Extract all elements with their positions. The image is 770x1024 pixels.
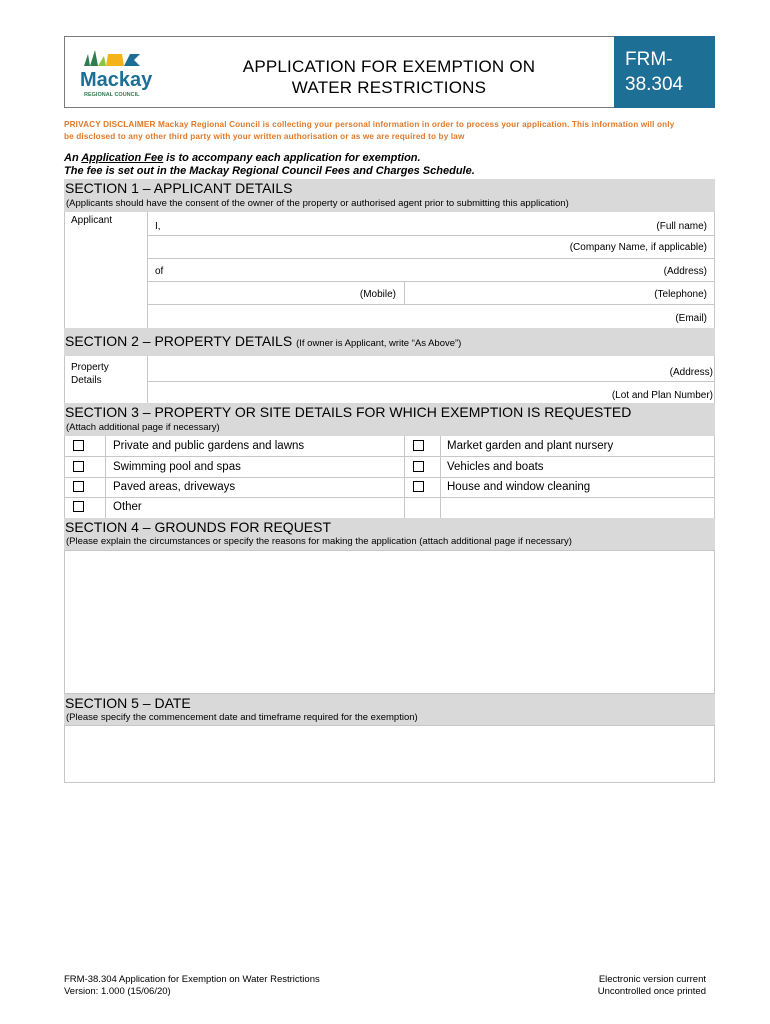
company-name-field[interactable] <box>150 237 540 257</box>
property-label-line2: Details <box>71 375 102 386</box>
footer-form-title: FRM-38.304 Application for Exemption on Water Restrictions <box>64 974 320 985</box>
s1-line4 <box>147 304 715 305</box>
email-field[interactable] <box>150 306 650 326</box>
privacy-line1: PRIVACY DISCLAIMER Mackay Regional Council is collecting your personal information in order to process your application. This information will only <box>64 120 675 129</box>
option-gardens: Private and public gardens and lawns <box>113 440 305 452</box>
applicant-label: Applicant <box>71 215 113 226</box>
logo-wordmark: Mackay <box>80 69 153 91</box>
property-label-line1: Property <box>71 362 109 373</box>
option-vehicles: Vehicles and boats <box>447 461 544 473</box>
fee-suffix: is to accompany each application for exemption. <box>163 152 421 164</box>
s3-row3 <box>64 497 715 498</box>
section2-inline-note: (If owner is Applicant, write “As Above”) <box>296 338 462 349</box>
footer-version: Version: 1.000 (15/06/20) <box>64 986 171 997</box>
s1-line3 <box>147 281 715 282</box>
section2-title: SECTION 2 – PROPERTY DETAILS <box>65 333 293 349</box>
section4-title: SECTION 4 – GROUNDS FOR REQUEST <box>65 519 332 535</box>
i-label: I, <box>155 221 161 232</box>
applicant-address-field[interactable] <box>170 260 640 280</box>
lot-plan-caption: (Lot and Plan Number) <box>611 390 713 401</box>
application-fee-link: Application Fee <box>81 152 164 164</box>
s1-phone-divider <box>404 282 405 304</box>
checkbox-vehicles[interactable] <box>413 461 424 472</box>
s1-left-border <box>64 212 65 328</box>
section1-note: (Applicants should have the consent of the owner of the property or authorised agent prior to submitting this application) <box>66 198 569 209</box>
mobile-caption: (Mobile) <box>359 289 396 300</box>
telephone-caption: (Telephone) <box>654 289 707 300</box>
footer-right <box>560 974 706 998</box>
checkbox-market-garden[interactable] <box>413 440 424 451</box>
footer-left <box>64 974 320 998</box>
company-caption: (Company Name, if applicable) <box>569 242 707 253</box>
privacy-line2: be disclosed to any other third party with your written authorisation or as we are required to by law <box>64 132 465 141</box>
section1-title: SECTION 1 – APPLICANT DETAILS <box>65 180 293 196</box>
mackay-council-logo <box>78 48 160 100</box>
option-house-cleaning: House and window cleaning <box>447 481 591 493</box>
s2-left-border <box>64 356 65 403</box>
checkbox-gardens[interactable] <box>73 440 84 451</box>
section4-header <box>64 518 715 550</box>
form-code-box <box>614 36 715 108</box>
section1-header <box>64 179 715 212</box>
section4-note: (Please explain the circumstances or specify the reasons for making the application (attach additional page if necessary) <box>66 536 572 547</box>
footer-electronic: Electronic version current <box>598 974 706 985</box>
logo-subtitle: REGIONAL COUNCIL <box>84 92 140 98</box>
privacy-disclaimer <box>64 119 724 143</box>
option-other: Other <box>113 501 142 513</box>
grounds-textarea[interactable] <box>64 550 715 694</box>
checkbox-house-cleaning[interactable] <box>413 481 424 492</box>
lot-plan-field[interactable] <box>150 383 590 402</box>
s1-line1 <box>147 235 715 236</box>
telephone-field[interactable] <box>408 283 638 303</box>
section5-note: (Please specify the commencement date and timeframe required for the exemption) <box>66 712 418 723</box>
checkbox-other[interactable] <box>73 501 84 512</box>
of-label: of <box>155 266 164 277</box>
full-name-caption: (Full name) <box>656 221 707 232</box>
section2-header <box>64 328 715 356</box>
s3-row2 <box>64 477 715 478</box>
s2-line1 <box>147 381 715 382</box>
fee-line2: The fee is set out in the Mackay Regional Council Fees and Charges Schedule. <box>64 165 475 177</box>
s3-row1 <box>64 456 715 457</box>
checkbox-paved[interactable] <box>73 481 84 492</box>
option-pool: Swimming pool and spas <box>113 461 241 473</box>
mobile-field[interactable] <box>150 283 340 303</box>
s1-right-border <box>714 212 715 328</box>
s1-line2 <box>147 258 715 259</box>
section5-header <box>64 694 715 725</box>
fee-prefix: An <box>64 152 82 164</box>
section3-title: SECTION 3 – PROPERTY OR SITE DETAILS FOR WHICH EXEMPTION IS REQUESTED <box>65 404 632 420</box>
section2-title-wrap <box>65 333 461 352</box>
form-title-line2: WATER RESTRICTIONS <box>291 78 487 97</box>
option-paved: Paved areas, driveways <box>113 481 236 493</box>
checkbox-pool[interactable] <box>73 461 84 472</box>
section3-note: (Attach additional page if necessary) <box>66 422 220 433</box>
date-textarea[interactable] <box>64 725 715 783</box>
option-market-garden: Market garden and plant nursery <box>447 440 614 452</box>
s1-label-divider <box>147 212 148 328</box>
form-title <box>180 56 598 98</box>
address-caption: (Address) <box>663 266 707 277</box>
s2-label-divider <box>147 356 148 403</box>
section5-title: SECTION 5 – DATE <box>65 695 191 711</box>
property-address-caption: (Address) <box>669 367 713 378</box>
form-code-line2: 38.304 <box>625 74 684 95</box>
property-address-field[interactable] <box>150 358 640 380</box>
email-caption: (Email) <box>675 313 707 324</box>
fee-notice <box>64 152 724 178</box>
form-code-line1: FRM- <box>625 49 673 70</box>
footer-uncontrolled: Uncontrolled once printed <box>597 986 706 997</box>
s2-right-border <box>714 356 715 403</box>
full-name-field[interactable] <box>160 214 640 234</box>
section3-header <box>64 403 715 436</box>
form-title-line1: APPLICATION FOR EXEMPTION ON <box>242 57 536 76</box>
